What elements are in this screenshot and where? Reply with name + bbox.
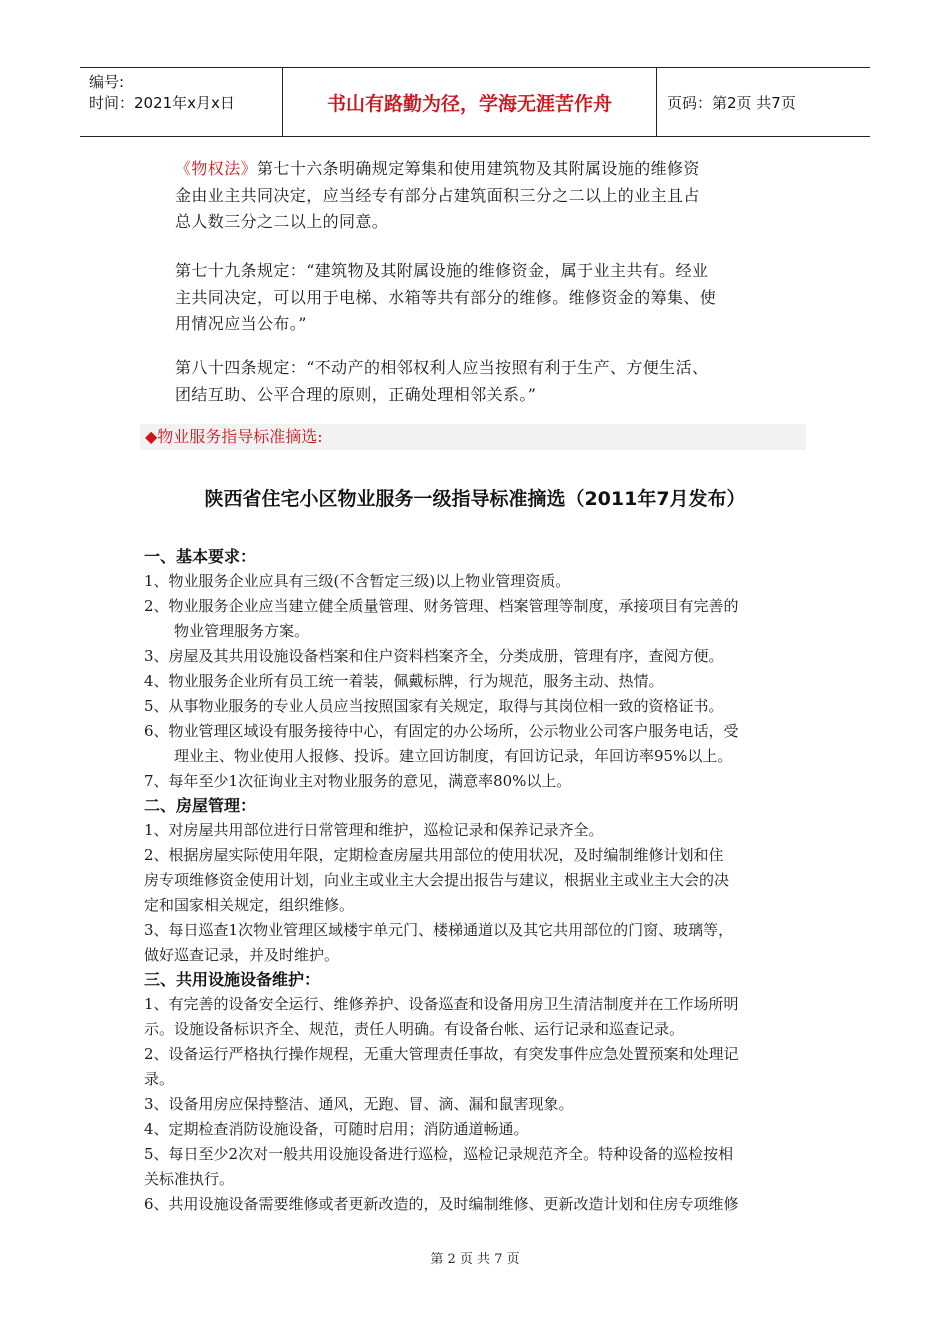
list-item: 示。设施设备标识齐全、规范，责任人明确。有设备台帐、运行记录和巡查记录。 <box>144 1020 685 1038</box>
law-text: 第七十六条明确规定筹集和使用建筑物及其附属设施的维修资 <box>257 159 700 178</box>
number-label: 编号: <box>89 73 125 91</box>
page-header <box>80 67 870 137</box>
page-indicator: 页码：第2页 共7页 <box>667 93 796 112</box>
list-item: 1、对房屋共用部位进行日常管理和维护，巡检记录和保养记录齐全。 <box>144 821 604 839</box>
law-text: 用情况应当公布。” <box>175 314 307 333</box>
page-footer: 第 2 页 共 7 页 <box>430 1252 520 1267</box>
list-item: 2、物业服务企业应当建立健全质量管理、财务管理、档案管理等制度，承接项目有完善的 <box>144 597 739 615</box>
list-item: 2、根据房屋实际使用年限，定期检查房屋共用部位的使用状况，及时编制维修计划和住 <box>144 846 724 864</box>
list-item: 6、物业管理区域设有服务接待中心，有固定的办公场所，公示物业公司客户服务电话，受 <box>144 722 739 740</box>
list-item: 5、每日至少2次对一般共用设施设备进行巡检，巡检记录规范齐全。特种设备的巡检按相 <box>144 1145 734 1163</box>
list-item: 做好巡查记录，并及时维护。 <box>144 946 340 964</box>
list-item: 5、从事物业服务的专业人员应当按照国家有关规定，取得与其岗位相一致的资格证书。 <box>144 697 724 715</box>
section-heading: 三、共用设施设备维护： <box>144 970 321 989</box>
law-text: 金由业主共同决定，应当经专有部分占建筑面积三分之二以上的业主且占 <box>175 185 700 205</box>
list-item: 理业主、物业使用人报修、投诉。建立回访制度，有回访记录，年回访率95%以上。 <box>174 747 733 765</box>
list-item: 物业管理服务方案。 <box>174 622 310 640</box>
law-text: 团结互助、公平合理的原则，正确处理相邻关系。” <box>175 384 537 404</box>
list-item: 3、每日巡查1次物业管理区域楼宇单元门、楼梯通道以及其它共用部位的门窗、玻璃等， <box>144 921 734 939</box>
law-paragraph-84 <box>175 355 815 408</box>
law-text: 第八十四条规定：“不动产的相邻权利人应当按照有利于生产、方便生活、 <box>175 358 709 377</box>
list-item: 4、定期检查消防设施设备，可随时启用；消防通道畅通。 <box>144 1120 529 1138</box>
list-item: 关标准执行。 <box>144 1170 235 1188</box>
list-item: 录。 <box>144 1070 175 1088</box>
list-item: 房专项维修资金使用计划，向业主或业主大会提出报告与建议，根据业主或业主大会的决 <box>144 871 730 889</box>
law-text: 总人数三分之二以上的同意。 <box>175 212 389 231</box>
list-item: 1、有完善的设备安全运行、维修养护、设备巡查和设备用房卫生清洁制度并在工作场所明 <box>144 995 739 1013</box>
law-text: 主共同决定，可以用于电梯、水箱等共有部分的维修。维修资金的筹集、使 <box>175 287 717 307</box>
excerpt-heading: ◆物业服务指导标准摘选: <box>140 424 806 450</box>
header-motto: 书山有路勤为径，学海无涯苦作舟 <box>283 68 657 136</box>
header-meta <box>80 68 283 136</box>
standards-body <box>144 545 810 1217</box>
list-item: 2、设备运行严格执行操作规程，无重大管理责任事故，有突发事件应急处置预案和处理记 <box>144 1045 739 1063</box>
list-item: 1、物业服务企业应具有三级(不含暂定三级)以上物业管理资质。 <box>144 572 571 590</box>
document-title: 陕西省住宅小区物业服务一级指导标准摘选（2011年7月发布） <box>204 488 746 510</box>
list-item: 3、房屋及其共用设施设备档案和住户资料档案齐全，分类成册，管理有序，查阅方便。 <box>144 647 724 665</box>
list-item: 4、物业服务企业所有员工统一着装，佩戴标牌，行为规范，服务主动、热情。 <box>144 672 664 690</box>
list-item: 定和国家相关规定，组织维修。 <box>144 896 355 914</box>
time-label: 时间：2021年x月x日 <box>89 94 235 112</box>
law-paragraph-76 <box>175 156 815 236</box>
section-heading: 二、房屋管理： <box>144 796 257 815</box>
law-paragraph-79 <box>175 258 815 338</box>
law-text: 第七十九条规定：“建筑物及其附属设施的维修资金，属于业主共有。经业 <box>175 261 709 280</box>
law-reference: 《物权法》 <box>175 159 258 178</box>
list-item: 3、设备用房应保持整洁、通风，无跑、冒、滴、漏和鼠害现象。 <box>144 1095 574 1113</box>
section-heading: 一、基本要求： <box>144 547 257 566</box>
list-item: 6、共用设施设备需要维修或者更新改造的，及时编制维修、更新改造计划和住房专项维修 <box>144 1195 739 1213</box>
list-item: 7、每年至少1次征询业主对物业服务的意见，满意率80%以上。 <box>144 772 572 790</box>
